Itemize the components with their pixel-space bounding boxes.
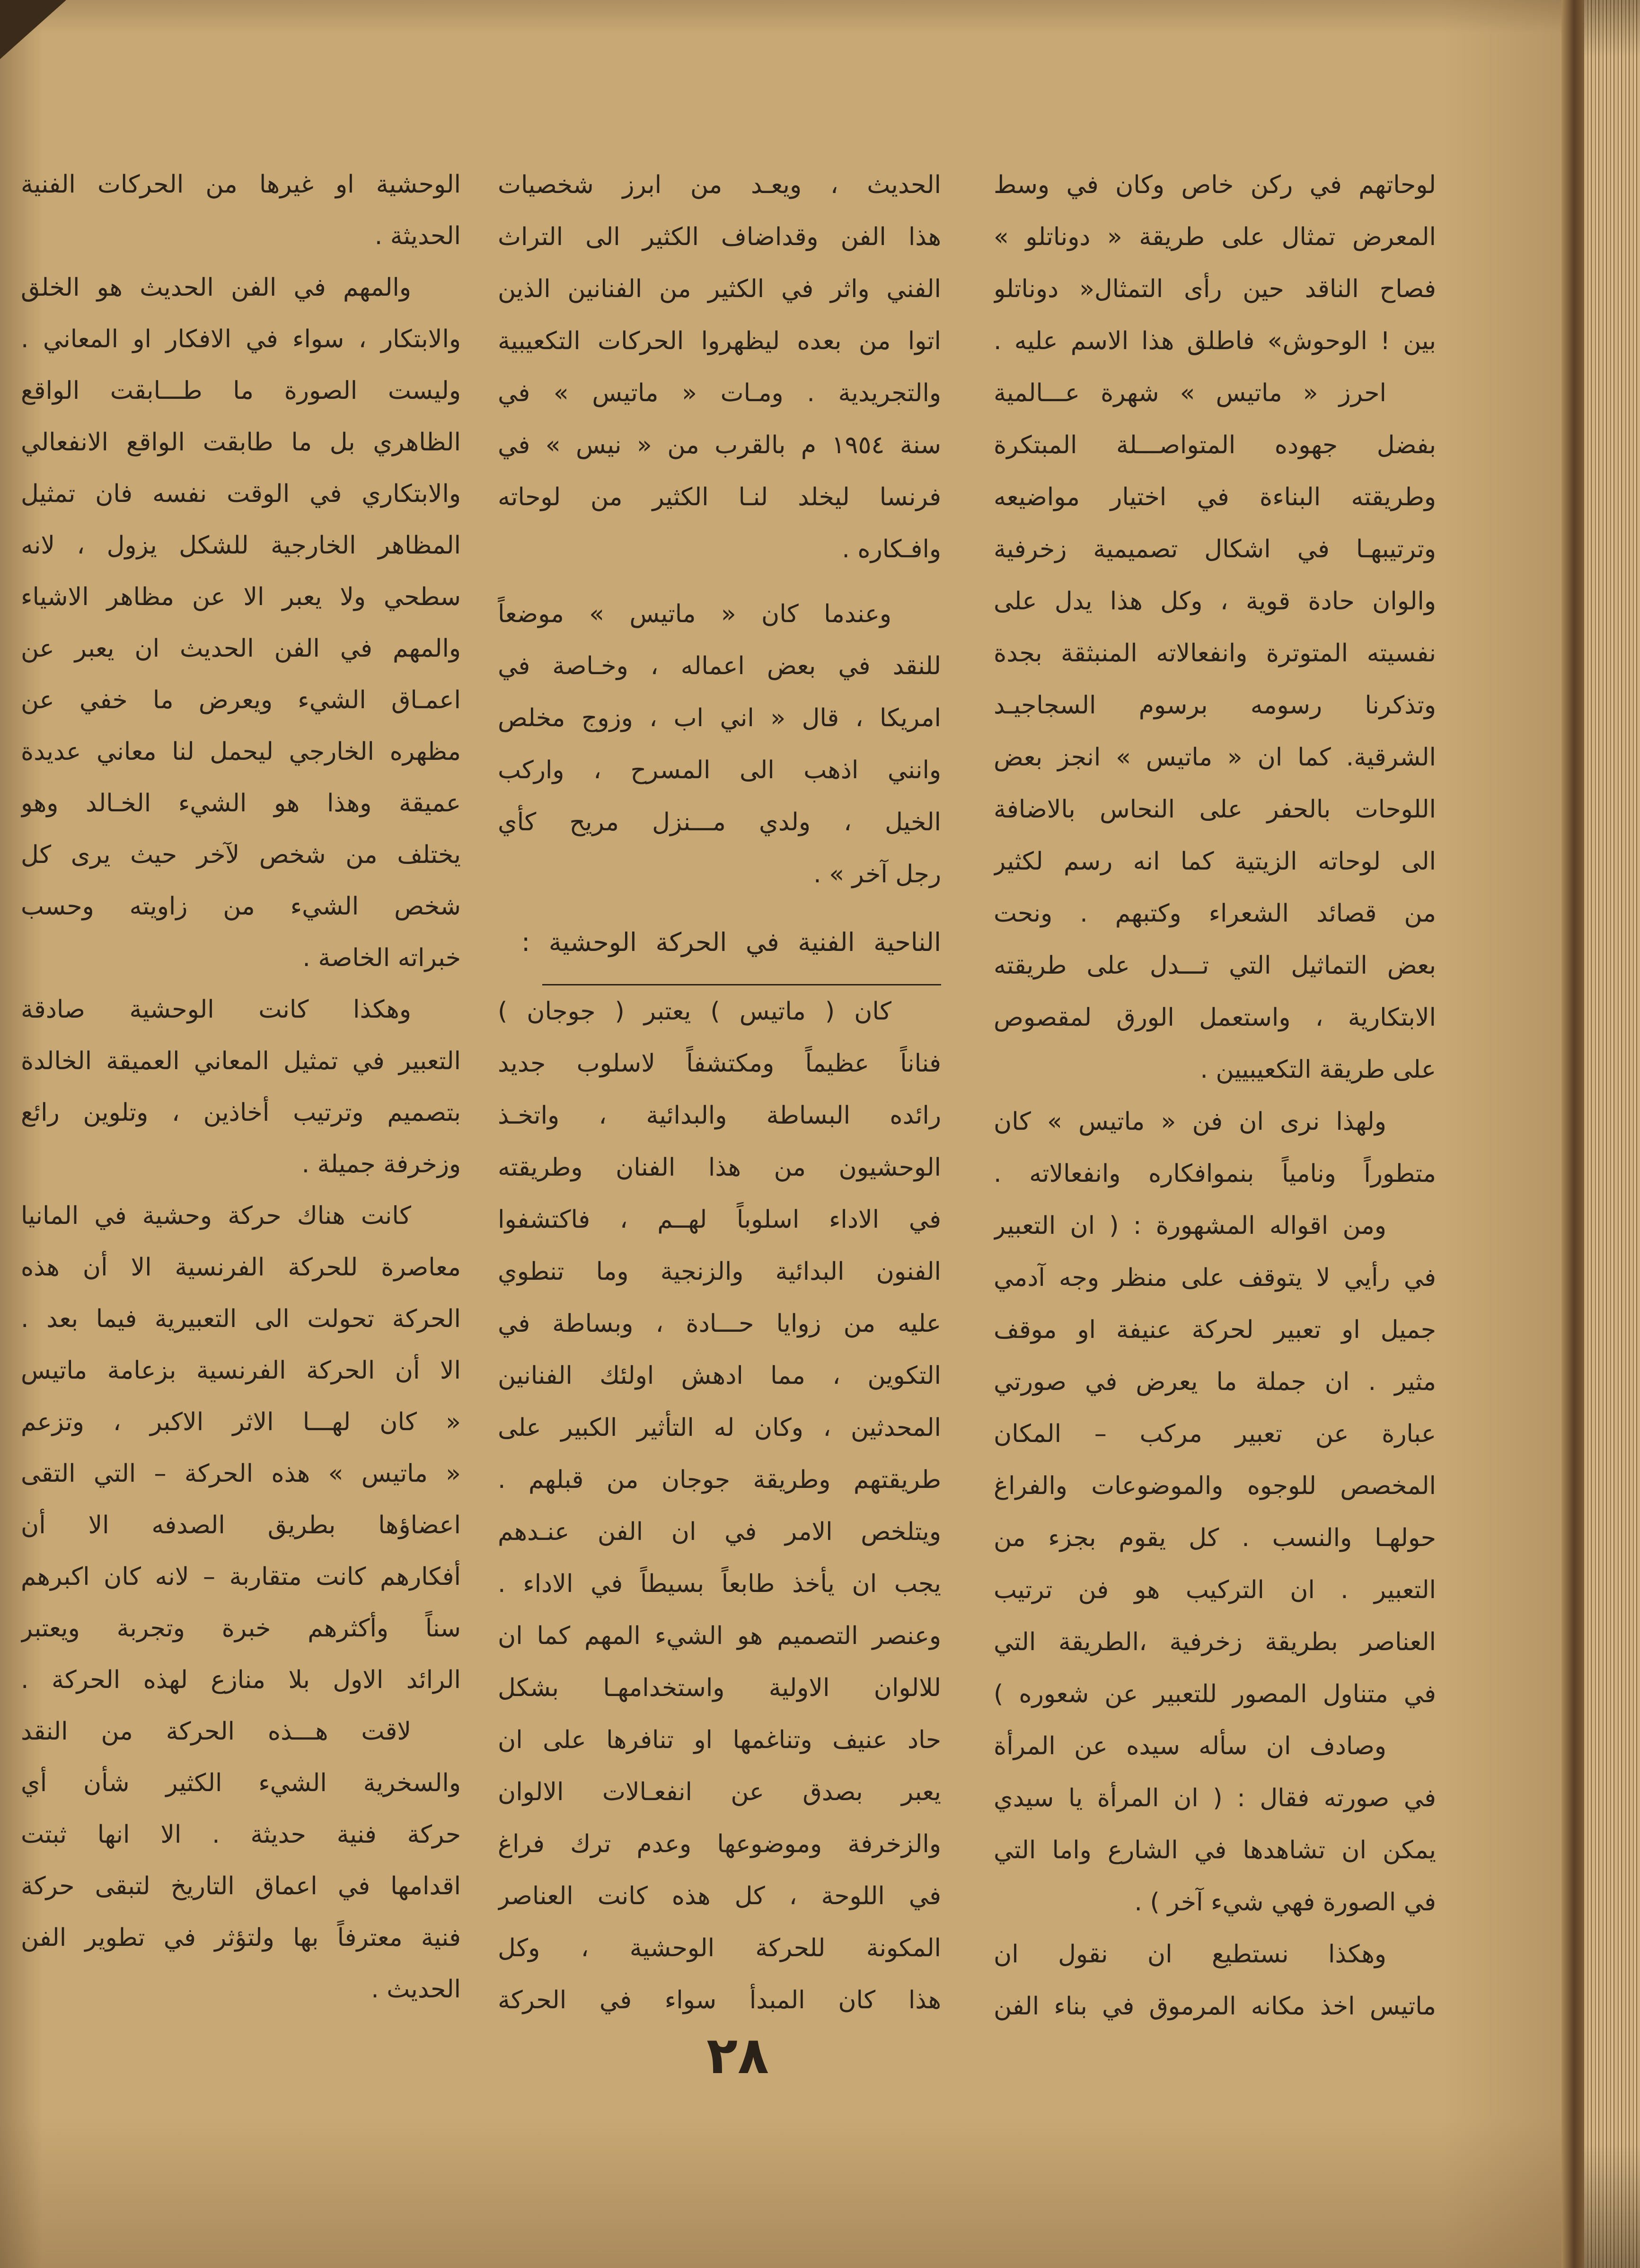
article-column-middle xyxy=(498,159,941,2026)
text-line: عبارة عن تعبير مركب – المكان xyxy=(994,1420,1436,1448)
text-line: فناناً عظيماً ومكتشفاً لاسلوب جديد xyxy=(498,1049,941,1078)
text-line: التعبير . ان التركيب هو فن ترتيب xyxy=(994,1576,1436,1604)
text-line: والوان حادة قوية ، وكل هذا يدل على xyxy=(994,587,1436,615)
text-line: لاقت هـــذه الحركة من النقد xyxy=(21,1717,411,1746)
text-line: يمكن ان تشاهدها في الشارع واما التي xyxy=(994,1836,1436,1864)
text-line: حاد عنيف وتناغمها او تنافرها على ان xyxy=(498,1726,941,1754)
text-line: رائده البساطة والبدائية ، واتخـذ xyxy=(498,1101,941,1130)
text-line: وعندما كان « ماتيس » موضعاً xyxy=(498,600,891,628)
text-line: الا أن الحركة الفرنسية بزعامة ماتيس xyxy=(21,1356,461,1385)
text-line: وهكذا كانت الوحشية صادقة xyxy=(21,995,411,1024)
text-line: سنة ١٩٥٤ م بالقرب من « نيس » في xyxy=(498,431,941,459)
text-line: فرنسا ليخلد لنـا الكثير من لوحاته xyxy=(498,483,941,511)
text-line: كان ( ماتيس ) يعتبر ( جوجان ) xyxy=(498,997,891,1026)
text-line: بعض التماثيل التي تـــدل على طريقته xyxy=(994,951,1436,980)
text-line: ولهذا نرى ان فن « ماتيس » كان xyxy=(994,1108,1386,1136)
text-line: والتجريدية . ومـات « ماتيس » في xyxy=(498,379,941,407)
text-line: الوحشية او غيرها من الحركات الفنية xyxy=(21,170,461,199)
text-line: على طريقة التكعيبيين . xyxy=(1200,1055,1436,1084)
text-line: ومن اقواله المشهورة : ( ان التعبير xyxy=(994,1212,1386,1240)
text-line: والسخرية الشيء الكثير شأن أي xyxy=(21,1769,461,1797)
text-line: الابتكارية ، واستعمل الورق لمقصوص xyxy=(994,1003,1436,1032)
text-line: بفضل جهوده المتواصـــلة المبتكرة xyxy=(994,431,1436,459)
text-line: المكونة للحركة الوحشية ، وكل xyxy=(498,1934,941,1962)
text-line: خبراته الخاصة . xyxy=(302,944,461,972)
text-line: نفسيته المتوترة وانفعالاته المنبثقة بجدة xyxy=(994,639,1436,668)
text-line: الحديث ، ويعـد من ابرز شخصيات xyxy=(498,171,941,199)
page-corner-shadow xyxy=(0,0,66,59)
text-line: احرز « ماتيس » شهرة عـــالمية xyxy=(994,379,1386,407)
text-line: وليست الصورة ما طـــابقت الواقع xyxy=(21,377,461,405)
text-line: من قصائد الشعراء وكتبهم . ونحت xyxy=(994,899,1436,928)
column-text-block xyxy=(498,159,941,900)
text-line: مثير . ان جملة ما يعرض في صورتي xyxy=(994,1368,1436,1396)
text-line: وصادف ان سأله سيده عن المرأة xyxy=(994,1732,1386,1760)
text-line: الوحشيون من هذا الفنان وطريقته xyxy=(498,1153,941,1182)
text-line: للالوان الاولية واستخدامهـا بشكل xyxy=(498,1674,941,1702)
text-line: في رأيي لا يتوقف على منظر وجه آدمي xyxy=(994,1264,1436,1292)
section-heading: الناحية الفنية في الحركة الوحشية : xyxy=(521,927,941,957)
text-line: امريكا ، قال « اني اب ، وزوج مخلص xyxy=(498,704,941,732)
text-line: كانت هناك حركة وحشية في المانيا xyxy=(21,1202,411,1230)
text-line: عميقة وهذا هو الشيء الخـالد وهو xyxy=(21,789,461,818)
text-line: والمهم في الفن الحديث ان يعبر عن xyxy=(21,634,461,663)
text-line: وترتيبهـا في اشكال تصميمية زخرفية xyxy=(994,535,1436,563)
page-edges xyxy=(1584,0,1640,2268)
text-line: الظاهري بل ما طابقت الواقع الانفعالي xyxy=(21,428,461,457)
text-line: اعمـاق الشيء ويعرض ما خفي عن xyxy=(21,686,461,714)
text-line: الخيل ، ولدي مـــنزل مريح كأي xyxy=(498,808,941,836)
text-line: المخصص للوجوه والموضوعات والفراغ xyxy=(994,1472,1436,1500)
text-line: يعبر بصدق عن انفعـالات الالوان xyxy=(498,1778,941,1806)
text-line: المحدثين ، وكان له التأثير الكبير على xyxy=(498,1414,941,1442)
article-column-right xyxy=(994,159,1436,2032)
text-line: يجب ان يأخذ طابعاً بسيطاً في الاداء . xyxy=(498,1570,941,1598)
text-line: وتذكرنا رسومه برسوم السجاجيـد xyxy=(994,691,1436,720)
text-line: في متناول المصور للتعبير عن شعوره ) xyxy=(994,1680,1436,1708)
text-line: والمهم في الفن الحديث هو الخلق xyxy=(21,273,411,302)
text-line: مظهره الخارجي ليحمل لنا معاني عديدة xyxy=(21,738,461,766)
text-line: طريقتهم وطريقة جوجان من قبلهم . xyxy=(498,1466,941,1494)
text-line: العناصر بطريقة زخرفية ،الطريقة التي xyxy=(994,1628,1436,1656)
text-line: بين ! الوحوش» فاطلق هذا الاسم عليه . xyxy=(994,327,1436,355)
text-line: اعضاؤها بطريق الصدفه الا أن xyxy=(21,1511,461,1539)
text-line: الرائد الاول بلا منازع لهذه الحركة . xyxy=(21,1666,461,1694)
text-line: رجل آخر » . xyxy=(813,860,941,888)
text-line: ويتلخص الامر في ان الفن عنـدهم xyxy=(498,1518,941,1546)
text-line: متطوراً ونامياً بنموافكاره وانفعالاته . xyxy=(994,1160,1436,1188)
text-line: يختلف من شخص لآخر حيث يرى كل xyxy=(21,841,461,869)
text-line: التكوين ، مما ادهش اولئك الفنانين xyxy=(498,1362,941,1390)
page-number: ٢٨ xyxy=(706,2026,769,2085)
text-line: معاصرة للحركة الفرنسية الا أن هذه xyxy=(21,1253,461,1282)
text-line: حولهـا والنسب . كل يقوم بجزء من xyxy=(994,1524,1436,1552)
text-line: الفني واثر في الكثير من الفنانين الذين xyxy=(498,275,941,303)
text-line: عليه من زوايا حـــادة ، وبساطة في xyxy=(498,1310,941,1338)
binding-shadow xyxy=(1561,0,1584,2268)
text-line: الفنون البدائية والزنجية وما تنطوي xyxy=(498,1257,941,1286)
text-line: التعبير في تمثيل المعاني العميقة الخالدة xyxy=(21,1047,461,1075)
text-line: الى لوحاته الزيتية كما انه رسم لكثير xyxy=(994,847,1436,876)
text-line: فصاح الناقد حين رأى التمثال« دوناتلو xyxy=(994,275,1436,303)
text-line: « كان لهـــا الاثر الاكبر ، وتزعم xyxy=(21,1408,461,1436)
text-line: الحديثة . xyxy=(374,222,461,250)
text-line: هذا كان المبدأ سواء في الحركة xyxy=(498,1986,941,2014)
text-line: أفكارهم كانت متقاربة – لانه كان اكبرهم xyxy=(21,1563,461,1591)
text-line: والابتكاري في الوقت نفسه فان تمثيل xyxy=(21,480,461,508)
text-line: وانني اذهب الى المسرح ، واركب xyxy=(498,756,941,784)
text-line: في الاداء اسلوباً لهــم ، فاكتشفوا xyxy=(498,1205,941,1234)
text-line: للنقد في بعض اعماله ، وخـاصة في xyxy=(498,652,941,680)
text-line: « ماتيس » هذه الحركة – التي التقى xyxy=(21,1459,461,1488)
text-line: حركة فنية حديثة . الا انها ثبتت xyxy=(21,1820,461,1849)
text-line: وهكذا نستطيع ان نقول ان xyxy=(994,1940,1386,1969)
text-line: في الصورة فهي شيء آخر ) . xyxy=(1134,1888,1436,1916)
text-line: والزخرفة وموضوعها وعدم ترك فراغ xyxy=(498,1830,941,1858)
text-line: وطريقته البناءة في اختيار مواضيعه xyxy=(994,483,1436,511)
text-line: سناً وأكثرهم خبرة وتجربة ويعتبر xyxy=(21,1614,461,1643)
text-line: الحركة تحولت الى التعبيرية فيما بعد . xyxy=(21,1305,461,1333)
text-line: المظاهر الخارجية للشكل يزول ، لانه xyxy=(21,531,461,560)
text-line: شخص الشيء من زاويته وحسب xyxy=(21,892,461,921)
text-line: الشرقية. كما ان « ماتيس » انجز بعض xyxy=(994,743,1436,772)
text-line: فنية معترفاً بها ولتؤثر في تطوير الفن xyxy=(21,1924,461,1952)
text-line: اقدامها في اعماق التاريخ لتبقى حركة xyxy=(21,1872,461,1900)
text-line: لوحاتهم في ركن خاص وكان في وسط xyxy=(994,171,1436,199)
text-line: وعنصر التصميم هو الشيء المهم كما ان xyxy=(498,1622,941,1650)
text-line: جميل او تعبير لحركة عنيفة او موقف xyxy=(994,1316,1436,1344)
text-line: والابتكار ، سواء في الافكار او المعاني . xyxy=(21,325,461,353)
text-line: الحديث . xyxy=(371,1975,461,2004)
text-line: اللوحات بالحفر على النحاس بالاضافة xyxy=(994,795,1436,824)
text-line: ماتيس اخذ مكانه المرموق في بناء الفن xyxy=(994,1992,1436,2021)
text-line: في صورته فقال : ( ان المرأة يا سيدي xyxy=(994,1784,1436,1812)
text-line: المعرض تمثال على طريقة « دوناتلو » xyxy=(994,223,1436,251)
text-line: هذا الفن وقداضاف الكثير الى التراث xyxy=(498,223,941,251)
text-line: في اللوحة ، كل هذه كانت العناصر xyxy=(498,1882,941,1910)
text-line: اتوا من بعده ليظهروا الحركات التكعيبية xyxy=(498,327,941,355)
text-line: وزخرفة جميلة . xyxy=(301,1150,461,1178)
article-column-left xyxy=(21,159,461,2015)
column-text-block xyxy=(498,985,941,2026)
text-line: بتصميم وترتيب أخاذين ، وتلوين رائع xyxy=(21,1099,461,1127)
text-line: وافـكاره . xyxy=(842,535,941,563)
text-line: سطحي ولا يعبر الا عن مظاهر الاشياء xyxy=(21,583,461,611)
